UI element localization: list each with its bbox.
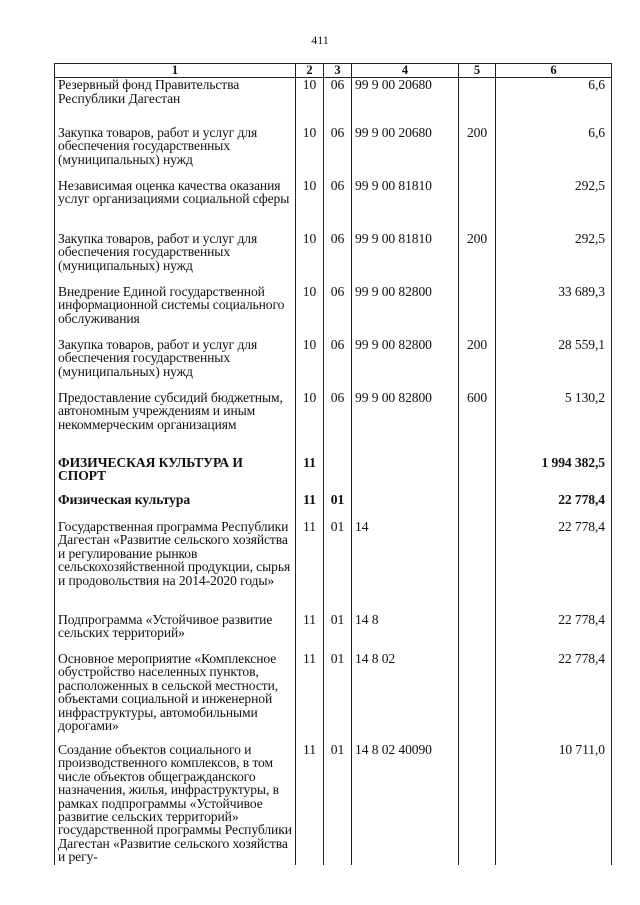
section-code: 11: [296, 520, 324, 613]
expense-type-code: [459, 179, 496, 232]
target-article-code: 99 9 00 82800: [352, 391, 459, 456]
subsection-code: 06: [324, 391, 352, 456]
section-code: 10: [296, 285, 324, 338]
table-row: [55, 179, 612, 232]
column-header: 3: [324, 64, 352, 78]
amount: 33 689,3: [496, 285, 612, 338]
target-article-code: 99 9 00 20680: [352, 78, 459, 126]
amount: 22 778,4: [496, 613, 612, 652]
row-name: Закупка товаров, работ и услуг для обеспечения государственных (муниципальных) нужд: [55, 338, 296, 391]
amount: 6,6: [496, 126, 612, 179]
row-name: Закупка товаров, работ и услуг для обеспечения государственных (муниципальных) нужд: [55, 126, 296, 179]
subsection-code: 06: [324, 179, 352, 232]
expense-type-code: 200: [459, 232, 496, 285]
row-name: Предоставление субсидий бюджетным, автономным учреждениям и иным некоммерческим организациям: [55, 391, 296, 456]
subsection-code: 01: [324, 520, 352, 613]
section-code: 10: [296, 391, 324, 456]
row-name: Внедрение Единой государственной информационной системы социального обслуживания: [55, 285, 296, 338]
subsection-code: 06: [324, 232, 352, 285]
table-row: [55, 78, 612, 126]
section-code: 11: [296, 456, 324, 493]
row-name: Закупка товаров, работ и услуг для обеспечения государственных (муниципальных) нужд: [55, 232, 296, 285]
row-name: Государственная программа Республики Дагестан «Развитие сельского хозяйства и регулирование рынков сельскохозяйственной продукции, сырья и продовольствия на 2014-2020 годы»: [55, 520, 296, 613]
amount: 22 778,4: [496, 520, 612, 613]
target-article-code: 14 8 02: [352, 652, 459, 743]
expense-type-code: [459, 285, 496, 338]
subsection-code: 01: [324, 493, 352, 520]
subsection-code: 01: [324, 652, 352, 743]
section-code: 10: [296, 179, 324, 232]
amount: 292,5: [496, 232, 612, 285]
column-header-row: [55, 64, 612, 78]
amount: 28 559,1: [496, 338, 612, 391]
amount: 22 778,4: [496, 493, 612, 520]
expense-type-code: 600: [459, 391, 496, 456]
subsection-code: 01: [324, 613, 352, 652]
expense-type-code: [459, 456, 496, 493]
section-code: 11: [296, 652, 324, 743]
table-body: [55, 78, 612, 865]
target-article-code: 99 9 00 82800: [352, 338, 459, 391]
expense-type-code: [459, 743, 496, 865]
target-article-code: 99 9 00 20680: [352, 126, 459, 179]
table-row: [55, 126, 612, 179]
row-name: Резервный фонд Правительства Республики Дагестан: [55, 78, 296, 126]
table-row: [55, 743, 612, 865]
table-row: [55, 285, 612, 338]
expense-type-code: [459, 78, 496, 126]
target-article-code: 14: [352, 520, 459, 613]
section-code: 11: [296, 743, 324, 865]
section-code: 11: [296, 493, 324, 520]
target-article-code: [352, 493, 459, 520]
expense-type-code: [459, 652, 496, 743]
subsection-code: 06: [324, 78, 352, 126]
row-name: Подпрограмма «Устойчивое развитие сельских территорий»: [55, 613, 296, 652]
expense-type-code: [459, 520, 496, 613]
column-header: 5: [459, 64, 496, 78]
row-name: ФИЗИЧЕСКАЯ КУЛЬТУРА И СПОРТ: [55, 456, 296, 493]
section-code: 10: [296, 232, 324, 285]
subsection-code: 06: [324, 285, 352, 338]
budget-table: [54, 63, 612, 865]
section-code: 10: [296, 78, 324, 126]
section-code: 10: [296, 338, 324, 391]
subsection-code: 06: [324, 338, 352, 391]
expense-type-code: [459, 493, 496, 520]
table-row: [55, 493, 612, 520]
amount: 10 711,0: [496, 743, 612, 865]
column-header: 4: [352, 64, 459, 78]
subsection-code: 01: [324, 743, 352, 865]
section-code: 10: [296, 126, 324, 179]
target-article-code: 14 8 02 40090: [352, 743, 459, 865]
column-header: 2: [296, 64, 324, 78]
section-code: 11: [296, 613, 324, 652]
subsection-code: [324, 456, 352, 493]
expense-type-code: 200: [459, 126, 496, 179]
table-row: [55, 338, 612, 391]
target-article-code: [352, 456, 459, 493]
target-article-code: 99 9 00 81810: [352, 232, 459, 285]
row-name: Создание объектов социального и производственного комплексов, в том числе объектов общегражданского назначения, жилья, инфраструктуры, в рамках подпрограммы «Устойчивое развитие сельских территорий» государственной программы Республики Дагестан «Развитие сельского хозяйства и регу-: [55, 743, 296, 865]
amount: 1 994 382,5: [496, 456, 612, 493]
expense-type-code: 200: [459, 338, 496, 391]
row-name: Физическая культура: [55, 493, 296, 520]
amount: 5 130,2: [496, 391, 612, 456]
table-row: [55, 613, 612, 652]
table-row: [55, 520, 612, 613]
table-row: [55, 391, 612, 456]
target-article-code: 14 8: [352, 613, 459, 652]
expense-type-code: [459, 613, 496, 652]
target-article-code: 99 9 00 81810: [352, 179, 459, 232]
target-article-code: 99 9 00 82800: [352, 285, 459, 338]
row-name: Основное мероприятие «Комплексное обустройство населенных пунктов, расположенных в сельской местности, объектами социальной и инженерной инфраструктуры, автомобильными дорогами»: [55, 652, 296, 743]
amount: 6,6: [496, 78, 612, 126]
column-header: 1: [55, 64, 296, 78]
table-row: [55, 652, 612, 743]
subsection-code: 06: [324, 126, 352, 179]
table-row: [55, 456, 612, 493]
page-number: 411: [311, 33, 329, 47]
amount: 22 778,4: [496, 652, 612, 743]
row-name: Независимая оценка качества оказания услуг организациями социальной сферы: [55, 179, 296, 232]
amount: 292,5: [496, 179, 612, 232]
column-header: 6: [496, 64, 612, 78]
table-row: [55, 232, 612, 285]
